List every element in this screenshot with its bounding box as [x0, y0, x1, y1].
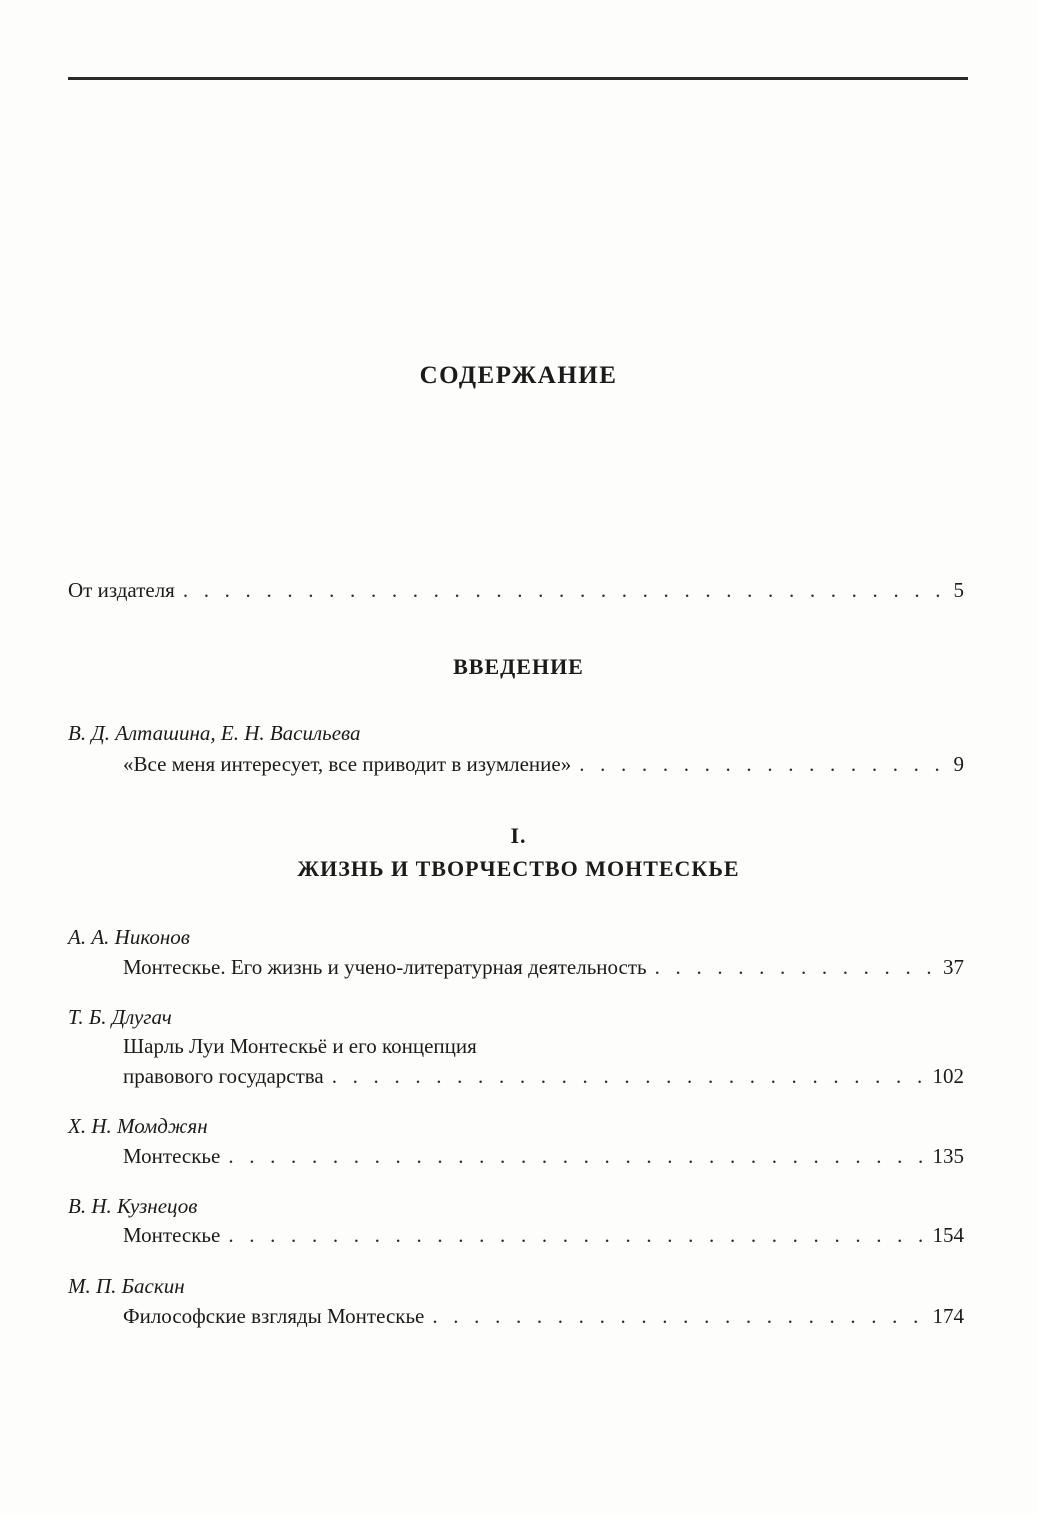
toc-entry-author: В. Н. Кузнецов [68, 1194, 198, 1218]
toc-entry-author: М. П. Баскин [68, 1274, 185, 1298]
section-number: I. [510, 823, 527, 848]
toc-entry-page: 174 [932, 1304, 964, 1328]
toc-entry-title: Монтескье [123, 1144, 221, 1168]
dot-leader [183, 577, 948, 603]
toc-entry-author: А. А. Никонов [68, 925, 190, 949]
toc-entry-page: 37 [943, 955, 964, 979]
page-title: СОДЕРЖАНИЕ [419, 362, 618, 389]
toc-entry-page: 135 [932, 1144, 964, 1168]
toc-entry-title: Философские взгляды Монтескье [123, 1304, 425, 1328]
toc-entry-author: В. Д. Алташина, Е. Н. Васильева [68, 721, 361, 745]
toc-entry-page: 154 [932, 1223, 964, 1247]
toc-entry-title: «Все меня интересует, все приводит в изумление» [123, 752, 572, 776]
toc-entry-title: Монтескье [123, 1223, 221, 1247]
dot-leader [228, 1222, 926, 1248]
toc-entry-page: 9 [953, 752, 964, 776]
toc-entry-page: 5 [953, 578, 964, 602]
toc-entry [123, 954, 964, 980]
dot-leader [432, 1303, 926, 1329]
dot-leader [579, 751, 947, 777]
toc-entry [123, 1222, 964, 1248]
toc-entry [123, 1143, 964, 1169]
toc-entry-title-line: Шарль Луи Монтескьё и его концепция [123, 1034, 477, 1058]
toc-entry-title: От издателя [68, 578, 175, 602]
dot-leader [332, 1063, 927, 1089]
toc-entry-title: Монтескье. Его жизнь и учено-литературная деятельность [123, 955, 647, 979]
toc-entry-author: Х. Н. Момджян [68, 1114, 208, 1138]
toc-entry [123, 1063, 964, 1089]
toc-entry-intro [123, 751, 964, 777]
toc-entry-author: Т. Б. Длугач [68, 1005, 172, 1029]
toc-entry-front [68, 577, 964, 603]
section-heading-intro: ВВЕДЕНИЕ [453, 654, 584, 679]
section-heading-1: ЖИЗНЬ И ТВОРЧЕСТВО МОНТЕСКЬЕ [297, 856, 740, 881]
header-rule [68, 77, 968, 80]
dot-leader [655, 954, 937, 980]
toc-entry-page: 102 [932, 1064, 964, 1088]
toc-entry-title: правового государства [123, 1064, 324, 1088]
dot-leader [228, 1143, 926, 1169]
toc-entry [123, 1303, 964, 1329]
